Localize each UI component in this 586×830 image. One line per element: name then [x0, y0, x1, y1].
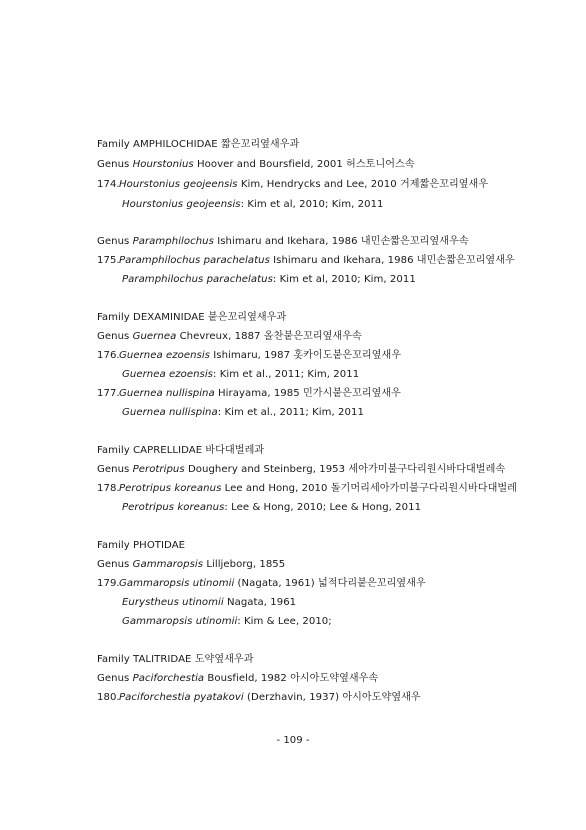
genus-line: Genus Paciforchestia Bousfield, 1982 아시아도약옆새우속 — [97, 673, 379, 684]
species-entry: 179.Gammaropsis utinomii (Nagata, 1961) 넓적다리붙은꼬리옆새우 — [97, 578, 426, 589]
family-heading: Family PHOTIDAE — [97, 540, 186, 551]
synonym-line: Paramphilochus parachelatus: Kim et al, 2010; Kim, 2011 — [122, 274, 416, 285]
page-number: - 109 - — [276, 735, 310, 746]
genus-line: Genus Paramphilochus Ishimaru and Ikehara, 1986 내민손짧은꼬리옆새우속 — [97, 236, 469, 247]
species-entry: 177.Guernea nullispina Hirayama, 1985 민가시붙은꼬리옆새우 — [97, 388, 401, 399]
species-entry: 175.Paramphilochus parachelatus Ishimaru and Ikehara, 1986 내민손짧은꼬리옆새우 — [97, 255, 515, 266]
synonym-line: Gammaropsis utinomii: Kim & Lee, 2010; — [122, 616, 332, 627]
genus-line: Genus Hourstonius Hoover and Boursfield, 2001 허스토니어스속 — [97, 159, 415, 170]
synonym-line: Hourstonius geojeensis: Kim et al, 2010; Kim, 2011 — [122, 199, 384, 210]
species-entry: 176.Guernea ezoensis Ishimaru, 1987 홋카이도붙은꼬리옆새우 — [97, 350, 402, 361]
family-heading: Family AMPHILOCHIDAE 짧은꼬리옆새우과 — [97, 139, 300, 150]
family-heading: Family TALITRIDAE 도약옆새우과 — [97, 654, 254, 665]
species-entry: 180.Paciforchestia pyatakovi (Derzhavin, 1937) 아시아도약옆새우 — [97, 692, 421, 703]
synonym-line: Eurystheus utinomii Nagata, 1961 — [122, 597, 297, 608]
genus-line: Genus Gammaropsis Lilljeborg, 1855 — [97, 559, 286, 570]
family-heading: Family DEXAMINIDAE 붙은꼬리옆새우과 — [97, 312, 287, 323]
genus-line: Genus Perotripus Doughery and Steinberg, 1953 세아가미불구다리원시바다대벌레속 — [97, 464, 506, 475]
synonym-line: Guernea ezoensis: Kim et al., 2011; Kim, 2011 — [122, 369, 360, 380]
species-entry: 174.Hourstonius geojeensis Kim, Hendrycks and Lee, 2010 거제짧은꼬리옆새우 — [97, 179, 489, 190]
synonym-line: Perotripus koreanus: Lee & Hong, 2010; Lee & Hong, 2011 — [122, 502, 422, 513]
family-heading: Family CAPRELLIDAE 바다대벌레과 — [97, 445, 265, 456]
species-entry: 178.Perotripus koreanus Lee and Hong, 2010 돌기머리세아가미불구다리원시바다대벌레 — [97, 483, 517, 494]
genus-line: Genus Guernea Chevreux, 1887 올찬붙은꼬리옆새우속 — [97, 331, 362, 342]
synonym-line: Guernea nullispina: Kim et al., 2011; Kim, 2011 — [122, 407, 364, 418]
